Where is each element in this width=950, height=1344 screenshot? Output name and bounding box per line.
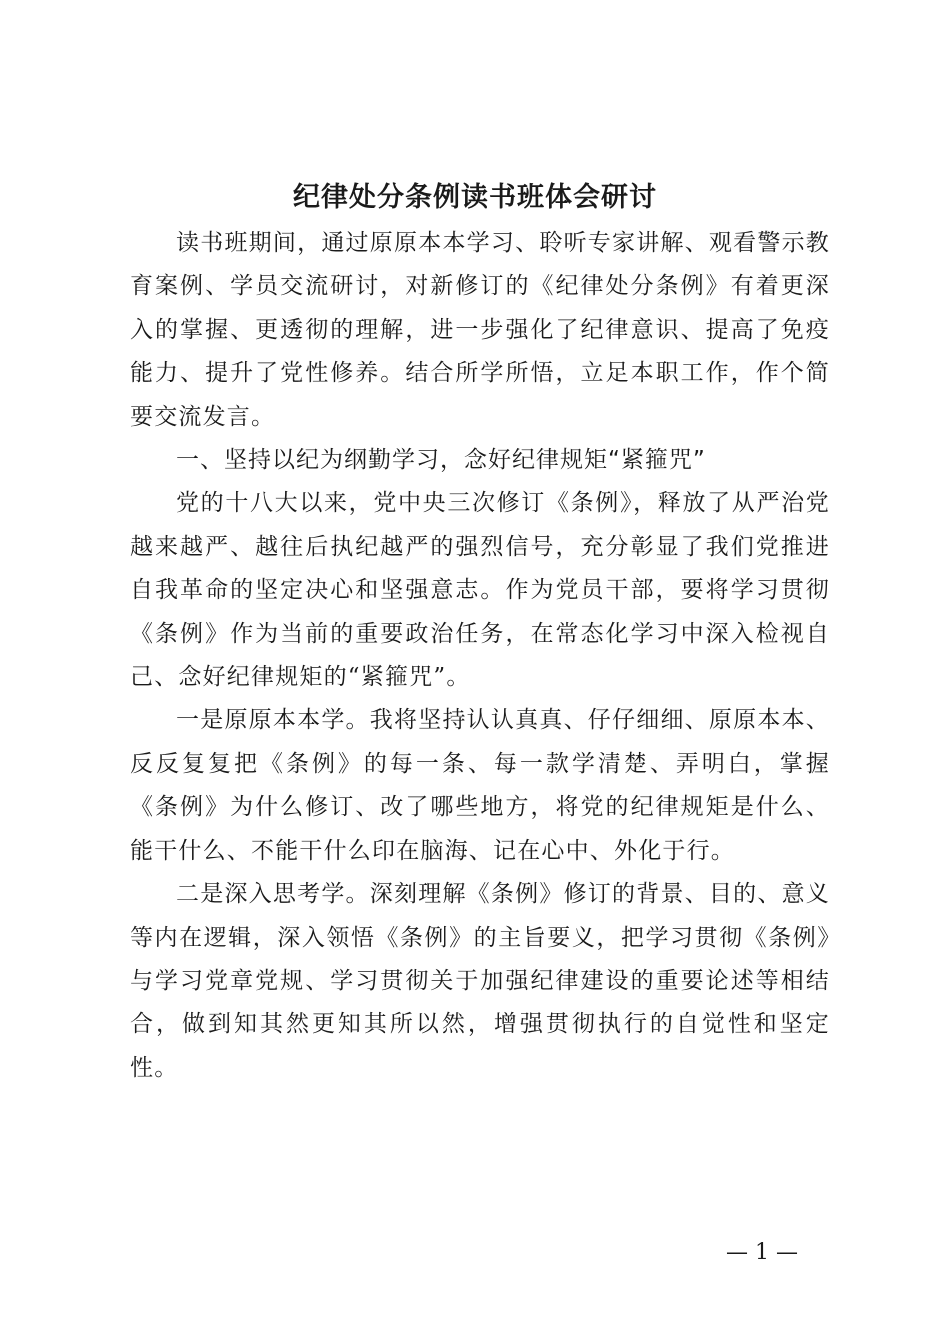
section-1-paragraph-2: 一是原原本本学。我将坚持认认真真、仔仔细细、原原本本、反反复复把《条例》的每一条、每一款学清楚、弄明白，掌握《条例》为什么修订、改了哪些地方，将党的纪律规矩是什么、能干什么、不能干什么印在脑海、记在心中、外化于行。 [130,707,830,864]
document-body [130,222,830,1090]
section-heading-1: 一、坚持以纪为纲勤学习，念好纪律规矩“紧箍咒” [176,447,706,474]
intro-paragraph: 读书班期间，通过原原本本学习、聆听专家讲解、观看警示教育案例、学员交流研讨，对新修订的《纪律处分条例》有着更深入的掌握、更透彻的理解，进一步强化了纪律意识、提高了免疫能力、提升了党性修养。结合所学所悟，立足本职工作，作个简要交流发言。 [130,230,830,430]
document-title: 纪律处分条例读书班体会研讨 [293,182,657,213]
section-1-paragraph-1: 党的十八大以来，党中央三次修订《条例》，释放了从严治党越来越严、越往后执纪越严的强烈信号，充分彰显了我们党推进自我革命的坚定决心和坚强意志。作为党员干部，要将学习贯彻《条例》作为当前的重要政治任务，在常态化学习中深入检视自己、念好纪律规矩的“紧箍咒”。 [130,490,830,691]
page-number: — 1 — [726,1240,798,1265]
section-1-paragraph-3: 二是深入思考学。深刻理解《条例》修订的背景、目的、意义等内在逻辑，深入领悟《条例》的主旨要义，把学习贯彻《条例》与学习党章党规、学习贯彻关于加强纪律建设的重要论述等相结合，做到知其然更知其所以然，增强贯彻执行的自觉性和坚定性。 [130,881,830,1081]
